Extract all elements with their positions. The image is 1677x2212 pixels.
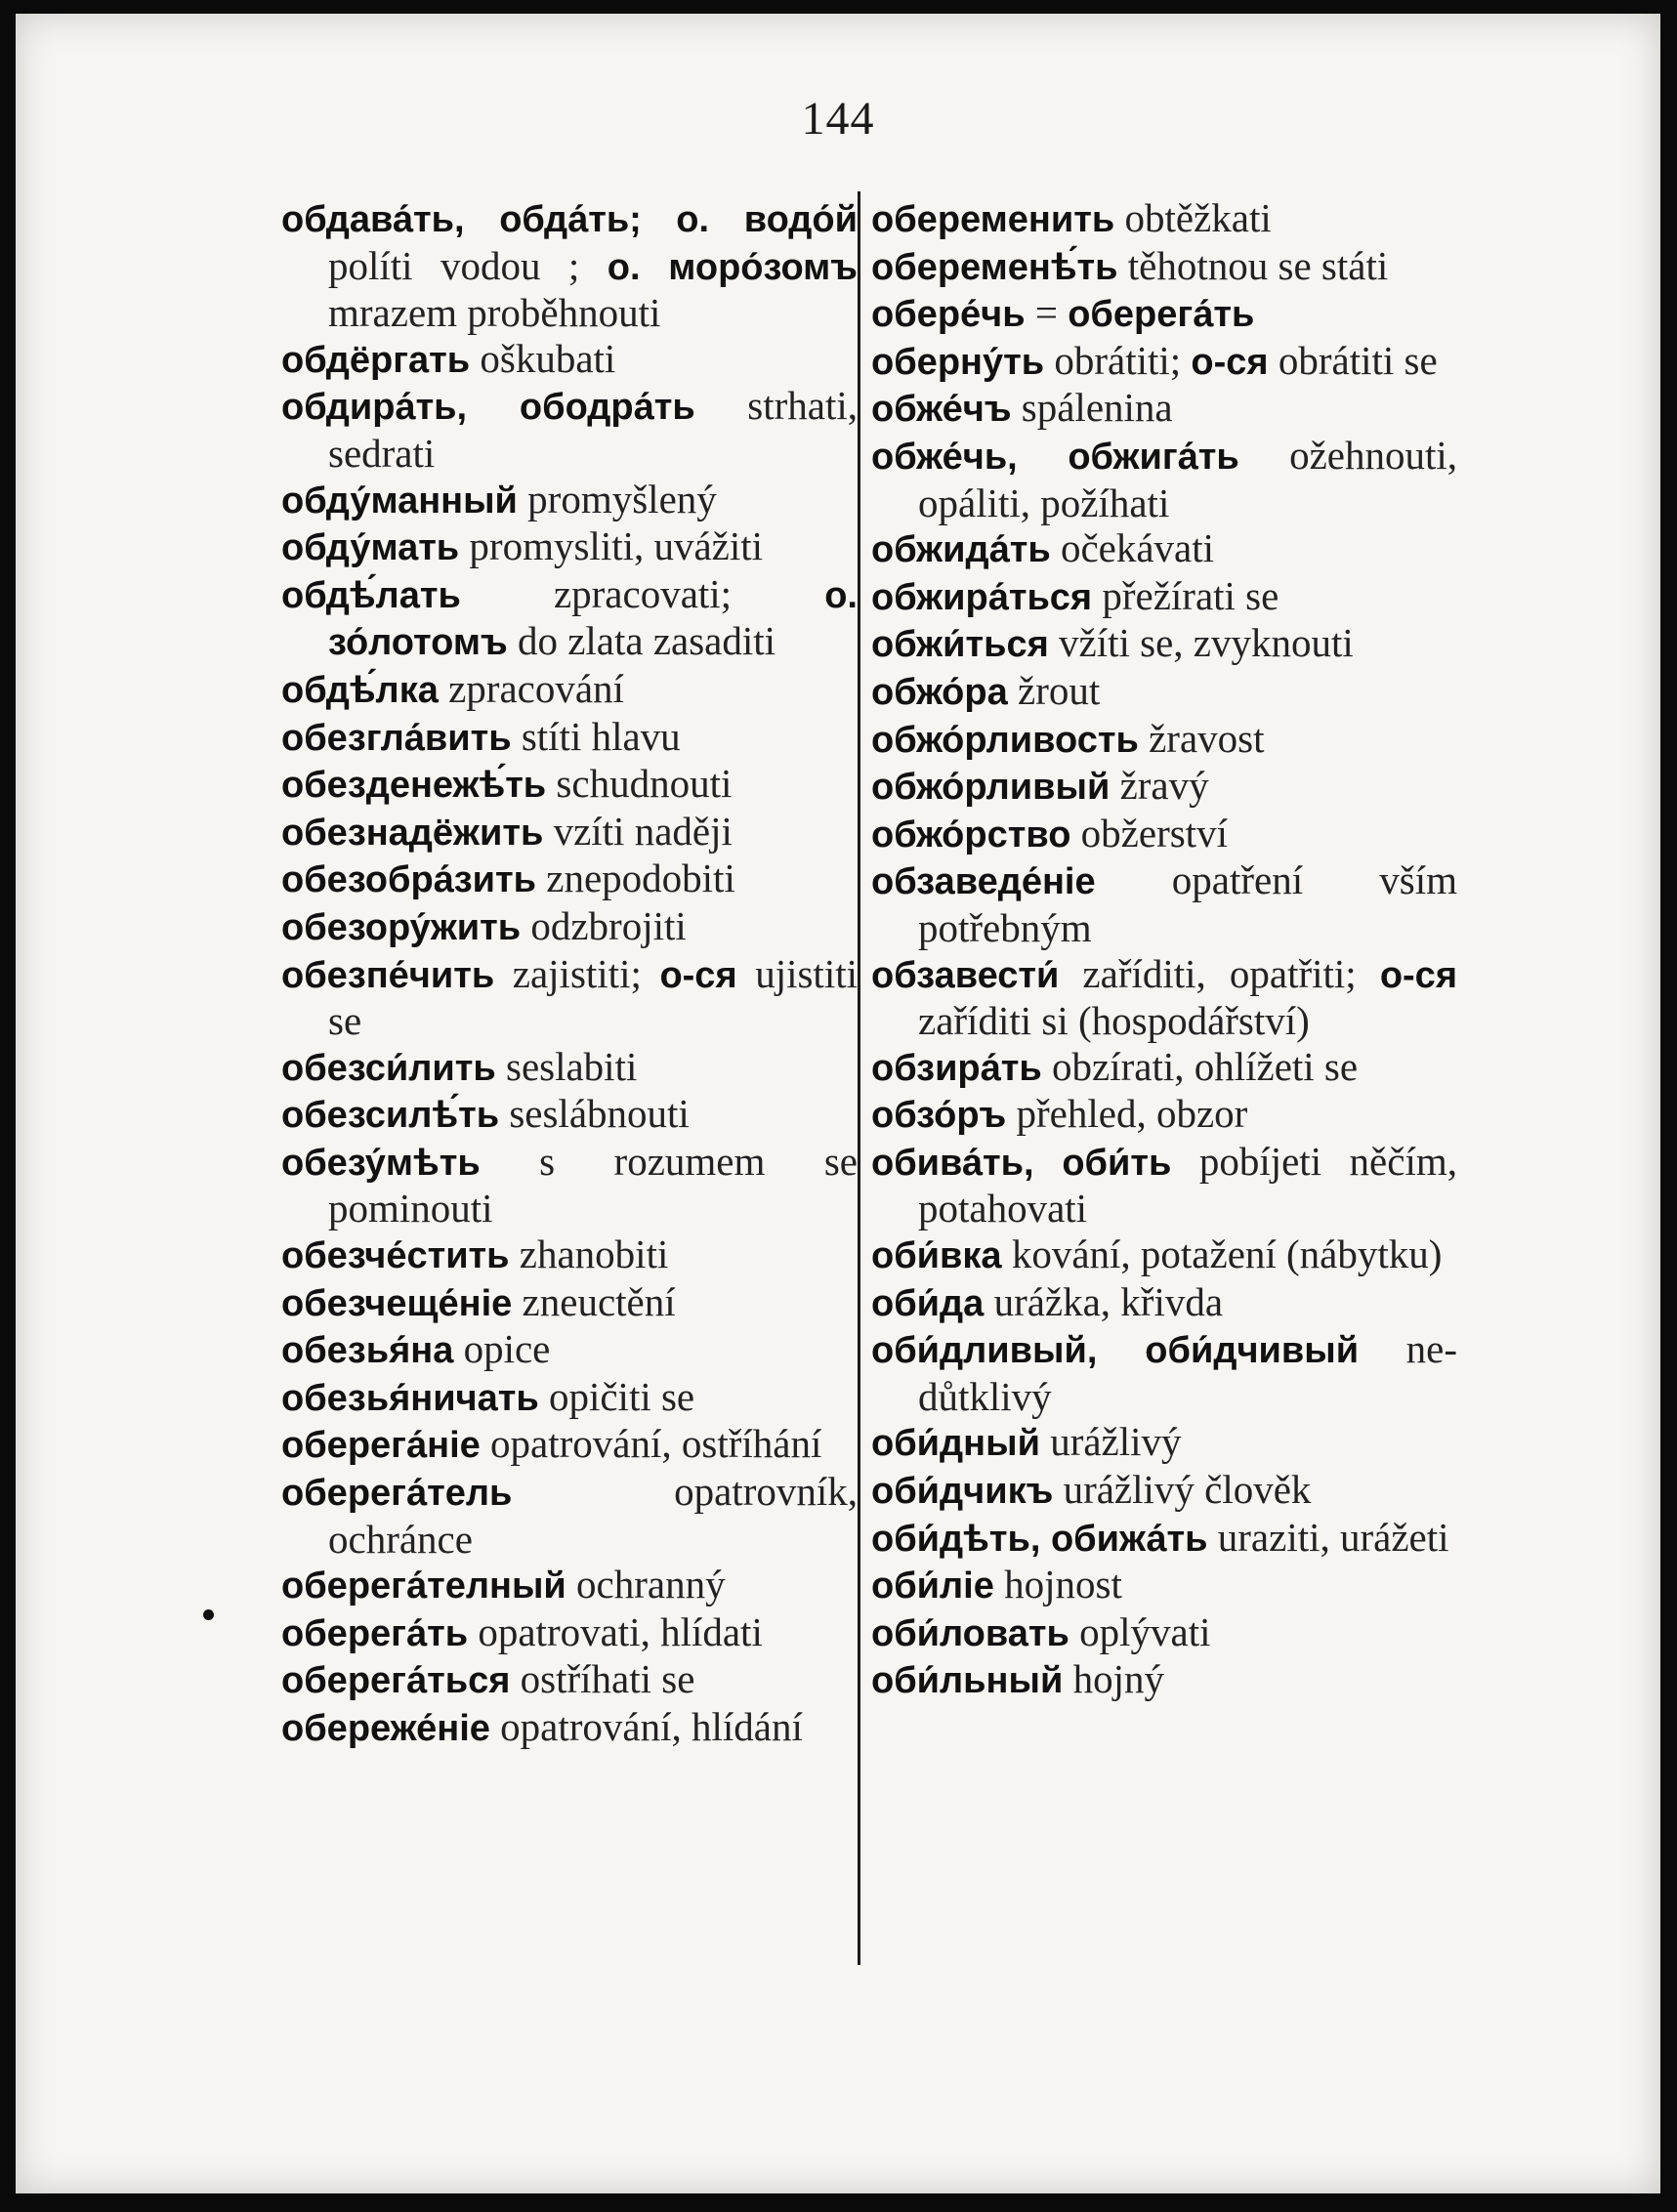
entry-definition: stíti hlavu <box>511 713 681 759</box>
entry-phrase: о. зо́лотомъ <box>328 574 858 664</box>
dictionary-entry <box>871 290 1457 338</box>
entry-headword: обеременить <box>871 199 1115 240</box>
entry-definition: zaříditi si (hospodářství) <box>918 998 1310 1044</box>
entry-headword: оби́да <box>871 1282 985 1324</box>
entry-phrase: о-ся <box>1379 954 1457 996</box>
dictionary-entry <box>871 716 1457 764</box>
dictionary-entry <box>871 433 1457 525</box>
entry-definition: promyšlený <box>517 476 717 522</box>
entry-definition: přehled, obzor <box>1006 1091 1248 1137</box>
dictionary-entry <box>871 620 1457 668</box>
entry-headword: оберну́ть <box>871 341 1045 383</box>
entry-phrase: оберега́ть <box>1068 294 1255 336</box>
entry-definition: oškubati <box>470 335 616 381</box>
entry-definition: zajistiti; <box>494 950 660 996</box>
entry-headword: обдѣ́лать <box>281 574 461 616</box>
entry-headword: оби́дливый, оби́дчивый <box>871 1330 1360 1372</box>
entry-definition: vzíti naději <box>543 808 733 854</box>
dictionary-entry <box>281 903 858 951</box>
dictionary-entry <box>281 1704 858 1752</box>
dictionary-entry <box>871 525 1457 573</box>
entry-definition: seslábnouti <box>499 1091 690 1137</box>
entry-headword: обезобра́зить <box>281 859 537 901</box>
entry-definition: opatření vším potřebným <box>918 857 1457 950</box>
dictionary-entry <box>871 195 1457 243</box>
entry-definition: obžerství <box>1070 810 1228 856</box>
entry-headword: обжира́ться <box>871 576 1093 618</box>
entry-headword: обду́мать <box>281 527 460 569</box>
dictionary-entry <box>871 951 1457 1044</box>
dictionary-entry <box>871 1139 1457 1231</box>
entry-headword: обжо́ра <box>871 671 1008 713</box>
entry-definition: zhanobiti <box>509 1231 669 1277</box>
entry-headword: обдѣ́лка <box>281 669 439 711</box>
entry-headword: обезору́жить <box>281 906 522 948</box>
entry-definition: schudnouti <box>546 761 733 807</box>
entry-definition: opatrování, hlídání <box>489 1704 803 1749</box>
entry-headword: обезу́мѣть <box>281 1142 481 1184</box>
entry-phrase: о. водо́й <box>676 199 858 240</box>
dictionary-page <box>16 14 1660 2193</box>
dictionary-entry <box>281 951 858 1044</box>
entry-definition: políti vodou ; <box>328 242 608 288</box>
entry-definition: přežírati se <box>1092 572 1279 618</box>
entry-definition: opatrovník, ochránce <box>328 1469 858 1562</box>
dictionary-entry <box>871 1609 1457 1657</box>
entry-definition: nedůtklivý <box>918 1326 1458 1419</box>
entry-headword: оберега́телный <box>281 1565 566 1607</box>
dictionary-entry <box>281 809 858 856</box>
dictionary-entry <box>281 1469 858 1562</box>
entry-headword: обезсилѣ́ть <box>281 1095 500 1137</box>
entry-headword: обезнадёжить <box>281 812 544 854</box>
entry-headword: оберега́ніе <box>281 1425 481 1467</box>
entry-definition: urážka, křivda <box>984 1278 1224 1324</box>
dictionary-entry <box>281 1421 858 1469</box>
entry-phrase: о. моро́зомъ <box>607 246 858 288</box>
dictionary-entry <box>871 573 1457 621</box>
entry-definition: ostříhati se <box>510 1656 695 1702</box>
entry-headword: оби́ліе <box>871 1565 994 1607</box>
dictionary-entry <box>871 1515 1457 1563</box>
entry-headword: обже́чь, обжига́ть <box>871 436 1239 478</box>
entry-phrase: о-ся <box>659 954 737 996</box>
entry-headword: обзира́ть <box>871 1047 1042 1089</box>
entry-definition: opatrovati, hlídati <box>468 1608 763 1654</box>
dictionary-entry <box>281 477 858 524</box>
entry-definition: zpracovati; <box>460 570 825 616</box>
dictionary-entry <box>281 1562 858 1609</box>
entry-headword: обива́ть, оби́ть <box>871 1142 1172 1184</box>
entry-definition: obrátiti se <box>1268 337 1438 383</box>
entry-headword: обезгла́вить <box>281 717 512 759</box>
entry-definition: obtěžkati <box>1114 195 1272 240</box>
dictionary-entry <box>281 1609 858 1657</box>
entry-headword: обзо́ръ <box>871 1095 1007 1137</box>
entry-headword: обжо́рливость <box>871 719 1139 761</box>
entry-headword: обезья́ничать <box>281 1377 539 1419</box>
entry-definition: oplývati <box>1069 1608 1211 1654</box>
entry-definition: znepodobiti <box>536 856 735 901</box>
entry-headword: обже́чъ <box>871 389 1012 431</box>
entry-definition: očekávati <box>1050 525 1215 571</box>
dictionary-entry <box>871 1044 1457 1092</box>
entry-headword: оберега́тель <box>281 1473 513 1515</box>
entry-definition: = <box>1025 290 1069 336</box>
entry-definition: hojnost <box>993 1562 1122 1607</box>
entry-headword: обжи́ться <box>871 624 1049 666</box>
dictionary-entry <box>871 1419 1457 1467</box>
dictionary-entry <box>871 338 1457 386</box>
dictionary-entry <box>871 763 1457 811</box>
entry-definition: urážlivý <box>1039 1419 1182 1465</box>
entry-headword: оби́дный <box>871 1423 1040 1465</box>
entry-definition: do zlata zasaditi <box>507 618 776 664</box>
entry-definition: těhotnou se státi <box>1117 242 1389 288</box>
dictionary-entry <box>281 383 858 476</box>
left-column <box>281 195 858 1752</box>
entry-headword: обере́чь <box>871 294 1026 336</box>
entry-definition: odzbrojiti <box>521 902 687 948</box>
entry-definition: pobíjeti něčím, potahovati <box>918 1138 1457 1231</box>
entry-definition: kování, potažení (nábytku) <box>1001 1231 1443 1277</box>
dictionary-entry <box>871 1562 1457 1609</box>
entry-definition: vžíti se, zvyknouti <box>1048 620 1354 666</box>
entry-headword: обдира́ть, ободра́ть <box>281 387 695 429</box>
entry-headword: обеременѣ́ть <box>871 246 1118 288</box>
column-divider <box>858 191 860 1965</box>
entry-headword: оби́льный <box>871 1660 1064 1702</box>
dictionary-entry <box>871 1279 1457 1327</box>
entry-definition: obzírati, ohlížeti se <box>1041 1043 1359 1089</box>
entry-headword: обжида́ть <box>871 529 1051 571</box>
dictionary-entry <box>871 1231 1457 1279</box>
entry-definition: zaříditi, opatřiti; <box>1059 950 1380 996</box>
entry-headword: обдёргать <box>281 339 471 381</box>
dictionary-entry <box>871 385 1457 433</box>
entry-phrase: о-ся <box>1191 341 1269 383</box>
entry-headword: обезси́лить <box>281 1047 496 1089</box>
dictionary-entry <box>281 666 858 714</box>
margin-dot <box>203 1609 214 1620</box>
entry-definition: ochranný <box>566 1562 726 1607</box>
entry-headword: оби́вка <box>871 1235 1002 1277</box>
dictionary-entry <box>281 195 858 336</box>
dictionary-entry <box>871 1326 1457 1419</box>
entry-headword: обезденежѣ́ть <box>281 765 547 807</box>
entry-definition: žravý <box>1110 763 1209 809</box>
entry-headword: оби́дѣть, обижа́ть <box>871 1518 1208 1560</box>
entry-headword: оби́дчикъ <box>871 1471 1054 1513</box>
entry-definition <box>642 195 676 240</box>
entry-definition: žravost <box>1138 715 1265 761</box>
entry-definition: ožehnouti, opáliti, požíhati <box>918 432 1457 525</box>
entry-headword: обзавести́ <box>871 954 1060 996</box>
entry-definition: opice <box>453 1326 551 1372</box>
entry-definition: zpracování <box>438 665 624 711</box>
entry-definition: s rozumem se pominouti <box>328 1138 858 1231</box>
right-column <box>871 195 1457 1704</box>
entry-definition: opičiti se <box>538 1373 695 1419</box>
entry-headword: обезче́стить <box>281 1235 510 1277</box>
dictionary-entry <box>281 856 858 903</box>
entry-definition: hojný <box>1063 1656 1164 1702</box>
dictionary-entry <box>281 1279 858 1327</box>
entry-definition: obrátiti; <box>1044 337 1192 383</box>
dictionary-entry <box>871 857 1457 950</box>
entry-headword: обдава́ть, обда́ть; <box>281 199 642 240</box>
entry-definition: uraziti, urážeti <box>1207 1514 1449 1560</box>
entry-definition: mrazem proběhnouti <box>328 290 661 336</box>
entry-definition: zneuctění <box>512 1278 676 1324</box>
dictionary-entry <box>281 761 858 809</box>
entry-definition: seslabiti <box>495 1043 638 1089</box>
dictionary-entry <box>281 1326 858 1374</box>
dictionary-entry <box>871 1091 1457 1139</box>
entry-headword: обжо́рство <box>871 814 1071 856</box>
dictionary-entry <box>871 243 1457 291</box>
entry-headword: обзаведе́ніе <box>871 861 1096 903</box>
entry-definition: strhati, sedrati <box>328 383 858 476</box>
dictionary-entry <box>871 1656 1457 1704</box>
entry-definition: promysliti, uvážiti <box>459 523 764 569</box>
dictionary-entry <box>281 1231 858 1279</box>
dictionary-entry <box>871 811 1457 858</box>
entry-definition: urážlivý člověk <box>1053 1467 1312 1513</box>
entry-headword: обереже́ніе <box>281 1708 490 1749</box>
entry-headword: оби́ловать <box>871 1612 1069 1654</box>
entry-headword: обезья́на <box>281 1330 454 1372</box>
entry-definition: spálenina <box>1011 385 1173 431</box>
dictionary-entry <box>281 523 858 571</box>
entry-definition: opatrování, ostříhání <box>480 1421 822 1467</box>
dictionary-entry <box>281 1656 858 1704</box>
entry-headword: обезчеще́ніе <box>281 1282 513 1324</box>
entry-definition: ujistiti se <box>328 950 859 1044</box>
dictionary-entry <box>871 1467 1457 1515</box>
page-number: 144 <box>801 93 875 145</box>
entry-headword: обезпе́чить <box>281 954 495 996</box>
entry-headword: обду́манный <box>281 480 518 522</box>
dictionary-entry <box>281 1139 858 1231</box>
entry-definition: žrout <box>1007 667 1101 713</box>
dictionary-entry <box>281 571 858 666</box>
dictionary-entry <box>281 336 858 384</box>
dictionary-entry <box>281 1374 858 1422</box>
dictionary-entry <box>871 668 1457 716</box>
entry-headword: обжо́рливый <box>871 767 1111 809</box>
dictionary-entry <box>281 714 858 762</box>
dictionary-entry <box>281 1044 858 1092</box>
dictionary-entry <box>281 1091 858 1139</box>
entry-headword: оберега́ться <box>281 1660 511 1702</box>
entry-headword: оберега́ть <box>281 1612 469 1654</box>
